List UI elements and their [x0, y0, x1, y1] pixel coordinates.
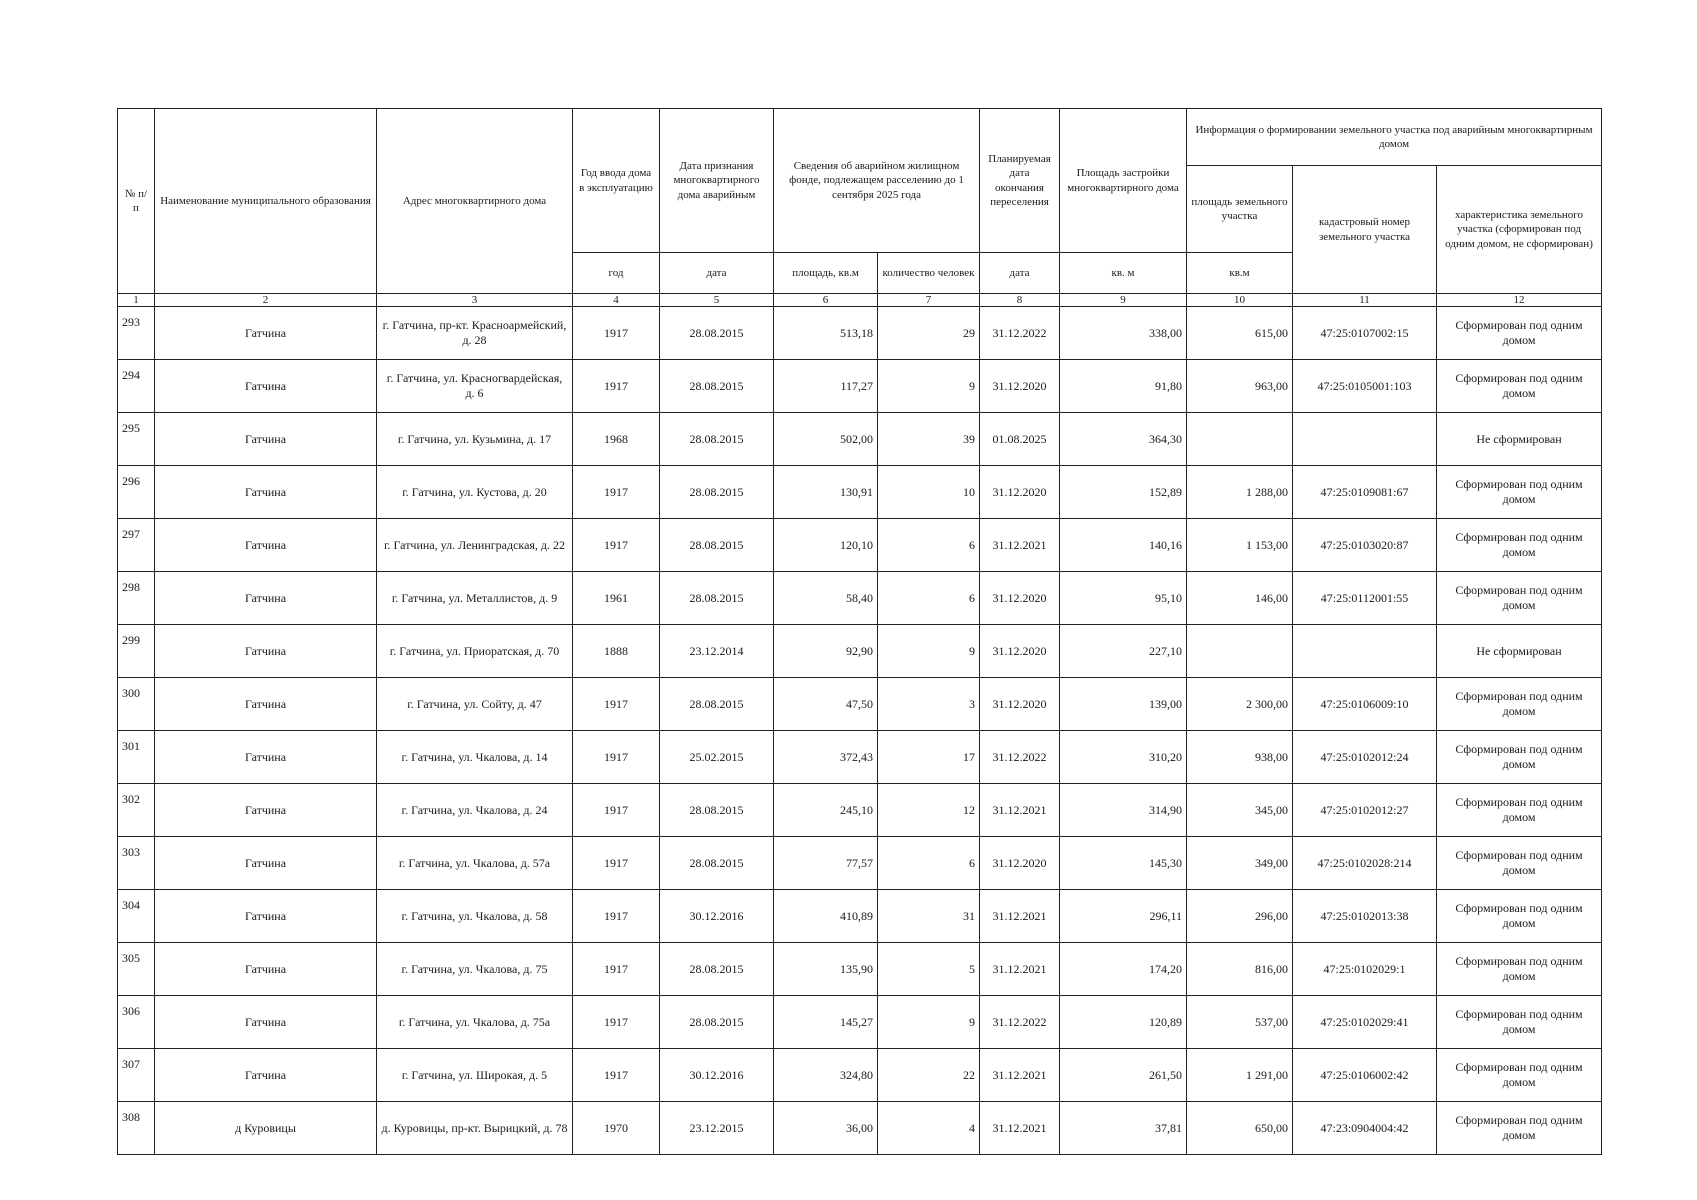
table-body — [118, 307, 1602, 1155]
unit-area: площадь, кв.м — [774, 253, 878, 294]
header-land-char: характеристика земельного участка (сформирован под одним домом, не сформирован) — [1437, 166, 1602, 294]
land-area-cell: 349,00 — [1187, 837, 1293, 890]
build-area-cell: 310,20 — [1060, 731, 1187, 784]
land-characteristic-cell: Сформирован под одним домом — [1437, 360, 1602, 413]
column-number: 1 — [118, 294, 155, 307]
land-characteristic-cell: Сформирован под одним домом — [1437, 466, 1602, 519]
land-characteristic-cell: Сформирован под одним домом — [1437, 731, 1602, 784]
people-count-cell: 3 — [878, 678, 980, 731]
municipality-cell: Гатчина — [155, 678, 377, 731]
people-count-cell: 9 — [878, 625, 980, 678]
cadastral-number-cell: 47:25:0107002:15 — [1293, 307, 1437, 360]
row-number: 294 — [118, 360, 155, 413]
row-number: 299 — [118, 625, 155, 678]
people-count-cell: 10 — [878, 466, 980, 519]
emergency-area-cell: 130,91 — [774, 466, 878, 519]
address-cell: д. Куровицы, пр-кт. Вырицкий, д. 78 — [377, 1102, 573, 1155]
build-area-cell: 261,50 — [1060, 1049, 1187, 1102]
row-number: 305 — [118, 943, 155, 996]
address-cell: г. Гатчина, ул. Чкалова, д. 58 — [377, 890, 573, 943]
table-row — [118, 360, 1602, 413]
emergency-area-cell: 513,18 — [774, 307, 878, 360]
land-characteristic-cell: Сформирован под одним домом — [1437, 996, 1602, 1049]
table-row — [118, 943, 1602, 996]
header-num: № п/п — [118, 109, 155, 294]
cadastral-number-cell: 47:23:0904004:42 — [1293, 1102, 1437, 1155]
planned-date-cell: 31.12.2020 — [980, 678, 1060, 731]
row-number: 306 — [118, 996, 155, 1049]
row-number: 308 — [118, 1102, 155, 1155]
land-characteristic-cell: Сформирован под одним домом — [1437, 678, 1602, 731]
municipality-cell: Гатчина — [155, 572, 377, 625]
emergency-area-cell: 245,10 — [774, 784, 878, 837]
header-cadastral: кадастровый номер земельного участка — [1293, 166, 1437, 294]
land-area-cell: 615,00 — [1187, 307, 1293, 360]
header-year-built: Год ввода дома в эксплуатацию — [573, 109, 660, 253]
cadastral-number-cell: 47:25:0105001:103 — [1293, 360, 1437, 413]
emergency-housing-table — [117, 108, 1602, 1155]
header-address: Адрес многоквартирного дома — [377, 109, 573, 294]
column-number: 9 — [1060, 294, 1187, 307]
unit-year: год — [573, 253, 660, 294]
table-row — [118, 731, 1602, 784]
recognition-date-cell: 25.02.2015 — [660, 731, 774, 784]
cadastral-number-cell: 47:25:0102012:27 — [1293, 784, 1437, 837]
header-land-info: Информация о формировании земельного участка под аварийным многоквартирным домом — [1187, 109, 1602, 166]
recognition-date-cell: 30.12.2016 — [660, 890, 774, 943]
cadastral-number-cell: 47:25:0112001:55 — [1293, 572, 1437, 625]
table-row — [118, 307, 1602, 360]
table-row — [118, 572, 1602, 625]
column-number: 12 — [1437, 294, 1602, 307]
municipality-cell: Гатчина — [155, 1049, 377, 1102]
unit-build-area: кв. м — [1060, 253, 1187, 294]
address-cell: г. Гатчина, ул. Ленинградская, д. 22 — [377, 519, 573, 572]
recognition-date-cell: 28.08.2015 — [660, 784, 774, 837]
row-number: 297 — [118, 519, 155, 572]
municipality-cell: Гатчина — [155, 519, 377, 572]
municipality-cell: Гатчина — [155, 625, 377, 678]
recognition-date-cell: 28.08.2015 — [660, 466, 774, 519]
address-cell: г. Гатчина, ул. Красногвардейская, д. 6 — [377, 360, 573, 413]
year-built-cell: 1917 — [573, 943, 660, 996]
row-number: 303 — [118, 837, 155, 890]
year-built-cell: 1917 — [573, 784, 660, 837]
recognition-date-cell: 23.12.2014 — [660, 625, 774, 678]
build-area-cell: 152,89 — [1060, 466, 1187, 519]
column-number-row — [118, 294, 1602, 307]
planned-date-cell: 31.12.2022 — [980, 731, 1060, 784]
planned-date-cell: 31.12.2020 — [980, 360, 1060, 413]
municipality-cell: Гатчина — [155, 784, 377, 837]
cadastral-number-cell: 47:25:0106009:10 — [1293, 678, 1437, 731]
land-characteristic-cell: Сформирован под одним домом — [1437, 784, 1602, 837]
build-area-cell: 227,10 — [1060, 625, 1187, 678]
municipality-cell: Гатчина — [155, 943, 377, 996]
municipality-cell: Гатчина — [155, 837, 377, 890]
people-count-cell: 6 — [878, 572, 980, 625]
year-built-cell: 1917 — [573, 307, 660, 360]
header-municipality: Наименование муниципального образования — [155, 109, 377, 294]
column-number: 4 — [573, 294, 660, 307]
land-area-cell — [1187, 625, 1293, 678]
land-characteristic-cell: Сформирован под одним домом — [1437, 837, 1602, 890]
column-number: 10 — [1187, 294, 1293, 307]
header-recognition-date: Дата признания многоквартирного дома аварийным — [660, 109, 774, 253]
recognition-date-cell: 28.08.2015 — [660, 413, 774, 466]
year-built-cell: 1917 — [573, 996, 660, 1049]
header-emergency-fund: Сведения об аварийном жилищном фонде, подлежащем расселению до 1 сентября 2025 года — [774, 109, 980, 253]
row-number: 298 — [118, 572, 155, 625]
people-count-cell: 29 — [878, 307, 980, 360]
build-area-cell: 37,81 — [1060, 1102, 1187, 1155]
year-built-cell: 1917 — [573, 360, 660, 413]
build-area-cell: 338,00 — [1060, 307, 1187, 360]
municipality-cell: Гатчина — [155, 360, 377, 413]
land-area-cell: 1 153,00 — [1187, 519, 1293, 572]
build-area-cell: 314,90 — [1060, 784, 1187, 837]
unit-date-planned: дата — [980, 253, 1060, 294]
year-built-cell: 1888 — [573, 625, 660, 678]
land-characteristic-cell: Сформирован под одним домом — [1437, 1102, 1602, 1155]
municipality-cell: Гатчина — [155, 996, 377, 1049]
cadastral-number-cell: 47:25:0102029:1 — [1293, 943, 1437, 996]
address-cell: г. Гатчина, ул. Чкалова, д. 57а — [377, 837, 573, 890]
recognition-date-cell: 28.08.2015 — [660, 996, 774, 1049]
emergency-area-cell: 410,89 — [774, 890, 878, 943]
land-area-cell: 816,00 — [1187, 943, 1293, 996]
land-characteristic-cell: Сформирован под одним домом — [1437, 519, 1602, 572]
cadastral-number-cell: 47:25:0102028:214 — [1293, 837, 1437, 890]
unit-land-area: кв.м — [1187, 253, 1293, 294]
recognition-date-cell: 28.08.2015 — [660, 519, 774, 572]
year-built-cell: 1917 — [573, 466, 660, 519]
build-area-cell: 174,20 — [1060, 943, 1187, 996]
land-area-cell: 146,00 — [1187, 572, 1293, 625]
row-number: 295 — [118, 413, 155, 466]
planned-date-cell: 31.12.2022 — [980, 996, 1060, 1049]
address-cell: г. Гатчина, ул. Сойту, д. 47 — [377, 678, 573, 731]
address-cell: г. Гатчина, пр-кт. Красноармейский, д. 28 — [377, 307, 573, 360]
row-number: 307 — [118, 1049, 155, 1102]
planned-date-cell: 31.12.2021 — [980, 943, 1060, 996]
column-number: 3 — [377, 294, 573, 307]
land-characteristic-cell: Не сформирован — [1437, 625, 1602, 678]
emergency-housing-table-sheet — [117, 108, 1601, 1155]
emergency-area-cell: 502,00 — [774, 413, 878, 466]
land-area-cell: 1 291,00 — [1187, 1049, 1293, 1102]
build-area-cell: 95,10 — [1060, 572, 1187, 625]
land-area-cell: 938,00 — [1187, 731, 1293, 784]
unit-people: количество человек — [878, 253, 980, 294]
municipality-cell: Гатчина — [155, 307, 377, 360]
municipality-cell: Гатчина — [155, 466, 377, 519]
emergency-area-cell: 117,27 — [774, 360, 878, 413]
row-number: 301 — [118, 731, 155, 784]
land-characteristic-cell: Сформирован под одним домом — [1437, 943, 1602, 996]
people-count-cell: 39 — [878, 413, 980, 466]
cadastral-number-cell — [1293, 625, 1437, 678]
land-area-cell: 2 300,00 — [1187, 678, 1293, 731]
planned-date-cell: 31.12.2020 — [980, 625, 1060, 678]
recognition-date-cell: 28.08.2015 — [660, 678, 774, 731]
year-built-cell: 1917 — [573, 678, 660, 731]
people-count-cell: 9 — [878, 996, 980, 1049]
land-area-cell — [1187, 413, 1293, 466]
build-area-cell: 120,89 — [1060, 996, 1187, 1049]
year-built-cell: 1917 — [573, 837, 660, 890]
cadastral-number-cell: 47:25:0102012:24 — [1293, 731, 1437, 784]
land-area-cell: 537,00 — [1187, 996, 1293, 1049]
people-count-cell: 4 — [878, 1102, 980, 1155]
cadastral-number-cell: 47:25:0102013:38 — [1293, 890, 1437, 943]
planned-date-cell: 31.12.2020 — [980, 572, 1060, 625]
column-number: 6 — [774, 294, 878, 307]
table-row — [118, 466, 1602, 519]
recognition-date-cell: 28.08.2015 — [660, 307, 774, 360]
build-area-cell: 139,00 — [1060, 678, 1187, 731]
address-cell: г. Гатчина, ул. Чкалова, д. 14 — [377, 731, 573, 784]
land-characteristic-cell: Сформирован под одним домом — [1437, 572, 1602, 625]
recognition-date-cell: 28.08.2015 — [660, 360, 774, 413]
land-area-cell: 963,00 — [1187, 360, 1293, 413]
municipality-cell: д Куровицы — [155, 1102, 377, 1155]
land-characteristic-cell: Не сформирован — [1437, 413, 1602, 466]
table-row — [118, 413, 1602, 466]
recognition-date-cell: 28.08.2015 — [660, 943, 774, 996]
emergency-area-cell: 92,90 — [774, 625, 878, 678]
year-built-cell: 1961 — [573, 572, 660, 625]
people-count-cell: 6 — [878, 519, 980, 572]
address-cell: г. Гатчина, ул. Чкалова, д. 75а — [377, 996, 573, 1049]
column-number: 5 — [660, 294, 774, 307]
year-built-cell: 1917 — [573, 731, 660, 784]
emergency-area-cell: 372,43 — [774, 731, 878, 784]
address-cell: г. Гатчина, ул. Чкалова, д. 24 — [377, 784, 573, 837]
cadastral-number-cell: 47:25:0103020:87 — [1293, 519, 1437, 572]
year-built-cell: 1917 — [573, 519, 660, 572]
address-cell: г. Гатчина, ул. Металлистов, д. 9 — [377, 572, 573, 625]
recognition-date-cell: 28.08.2015 — [660, 572, 774, 625]
column-number: 11 — [1293, 294, 1437, 307]
row-number: 293 — [118, 307, 155, 360]
planned-date-cell: 31.12.2021 — [980, 890, 1060, 943]
land-characteristic-cell: Сформирован под одним домом — [1437, 1049, 1602, 1102]
planned-date-cell: 31.12.2021 — [980, 784, 1060, 837]
land-characteristic-cell: Сформирован под одним домом — [1437, 890, 1602, 943]
year-built-cell: 1968 — [573, 413, 660, 466]
column-number: 2 — [155, 294, 377, 307]
address-cell: г. Гатчина, ул. Приоратская, д. 70 — [377, 625, 573, 678]
column-number: 8 — [980, 294, 1060, 307]
address-cell: г. Гатчина, ул. Кузьмина, д. 17 — [377, 413, 573, 466]
land-area-cell: 296,00 — [1187, 890, 1293, 943]
column-number: 7 — [878, 294, 980, 307]
row-number: 304 — [118, 890, 155, 943]
cadastral-number-cell: 47:25:0109081:67 — [1293, 466, 1437, 519]
municipality-cell: Гатчина — [155, 413, 377, 466]
row-number: 300 — [118, 678, 155, 731]
emergency-area-cell: 145,27 — [774, 996, 878, 1049]
unit-date: дата — [660, 253, 774, 294]
people-count-cell: 31 — [878, 890, 980, 943]
address-cell: г. Гатчина, ул. Чкалова, д. 75 — [377, 943, 573, 996]
people-count-cell: 5 — [878, 943, 980, 996]
people-count-cell: 12 — [878, 784, 980, 837]
planned-date-cell: 31.12.2021 — [980, 1102, 1060, 1155]
table-header — [118, 109, 1602, 307]
build-area-cell: 140,16 — [1060, 519, 1187, 572]
address-cell: г. Гатчина, ул. Широкая, д. 5 — [377, 1049, 573, 1102]
cadastral-number-cell: 47:25:0102029:41 — [1293, 996, 1437, 1049]
land-characteristic-cell: Сформирован под одним домом — [1437, 307, 1602, 360]
land-area-cell: 650,00 — [1187, 1102, 1293, 1155]
header-build-area: Площадь застройки многоквартирного дома — [1060, 109, 1187, 253]
emergency-area-cell: 324,80 — [774, 1049, 878, 1102]
planned-date-cell: 01.08.2025 — [980, 413, 1060, 466]
people-count-cell: 6 — [878, 837, 980, 890]
build-area-cell: 145,30 — [1060, 837, 1187, 890]
people-count-cell: 22 — [878, 1049, 980, 1102]
land-area-cell: 345,00 — [1187, 784, 1293, 837]
emergency-area-cell: 77,57 — [774, 837, 878, 890]
land-area-cell: 1 288,00 — [1187, 466, 1293, 519]
recognition-date-cell: 23.12.2015 — [660, 1102, 774, 1155]
row-number: 296 — [118, 466, 155, 519]
table-row — [118, 625, 1602, 678]
table-row — [118, 1102, 1602, 1155]
emergency-area-cell: 47,50 — [774, 678, 878, 731]
header-planned-date: Планируемая дата окончания переселения — [980, 109, 1060, 253]
people-count-cell: 17 — [878, 731, 980, 784]
address-cell: г. Гатчина, ул. Кустова, д. 20 — [377, 466, 573, 519]
planned-date-cell: 31.12.2020 — [980, 837, 1060, 890]
year-built-cell: 1917 — [573, 1049, 660, 1102]
table-row — [118, 996, 1602, 1049]
table-row — [118, 1049, 1602, 1102]
table-row — [118, 890, 1602, 943]
municipality-cell: Гатчина — [155, 890, 377, 943]
build-area-cell: 296,11 — [1060, 890, 1187, 943]
table-row — [118, 678, 1602, 731]
build-area-cell: 364,30 — [1060, 413, 1187, 466]
table-row — [118, 837, 1602, 890]
cadastral-number-cell — [1293, 413, 1437, 466]
municipality-cell: Гатчина — [155, 731, 377, 784]
year-built-cell: 1970 — [573, 1102, 660, 1155]
row-number: 302 — [118, 784, 155, 837]
planned-date-cell: 31.12.2021 — [980, 519, 1060, 572]
emergency-area-cell: 135,90 — [774, 943, 878, 996]
cadastral-number-cell: 47:25:0106002:42 — [1293, 1049, 1437, 1102]
emergency-area-cell: 58,40 — [774, 572, 878, 625]
emergency-area-cell: 36,00 — [774, 1102, 878, 1155]
planned-date-cell: 31.12.2020 — [980, 466, 1060, 519]
people-count-cell: 9 — [878, 360, 980, 413]
table-row — [118, 784, 1602, 837]
build-area-cell: 91,80 — [1060, 360, 1187, 413]
recognition-date-cell: 30.12.2016 — [660, 1049, 774, 1102]
recognition-date-cell: 28.08.2015 — [660, 837, 774, 890]
planned-date-cell: 31.12.2021 — [980, 1049, 1060, 1102]
year-built-cell: 1917 — [573, 890, 660, 943]
table-row — [118, 519, 1602, 572]
header-land-area: площадь земельного участка — [1187, 166, 1293, 253]
planned-date-cell: 31.12.2022 — [980, 307, 1060, 360]
emergency-area-cell: 120,10 — [774, 519, 878, 572]
